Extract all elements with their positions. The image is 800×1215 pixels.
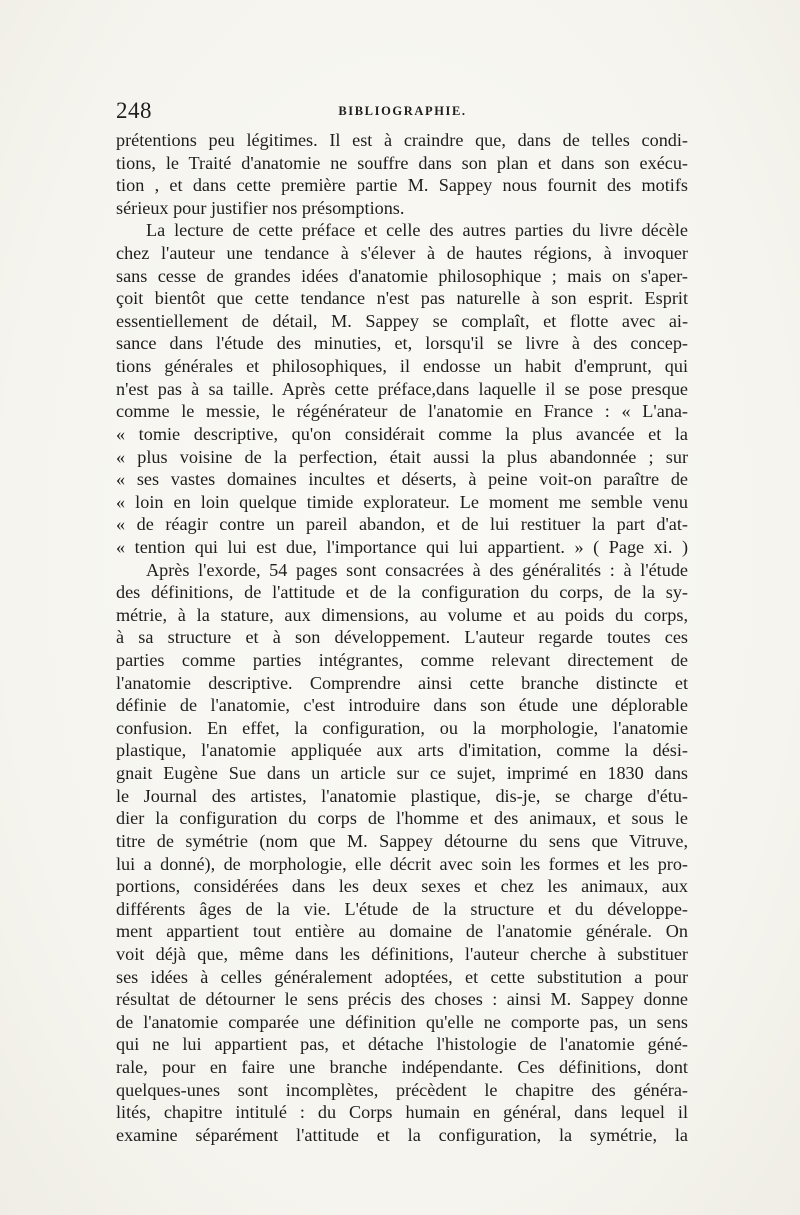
text-line: sance dans l'étude des minuties, et, lorsqu'il se livre à des concep- [116, 333, 688, 354]
text-line: lui a donné), de morphologie, elle décrit avec soin les formes et les pro- [116, 853, 688, 874]
text-line: l'anatomie descriptive. Comprendre ainsi cette branche distincte et [116, 672, 688, 693]
text-line: lités, chapitre intitulé : du Corps humain en général, dans lequel il [116, 1102, 688, 1123]
text-line: examine séparément l'attitude et la configuration, la symétrie, la [116, 1124, 688, 1145]
text-line: ment appartient tout entière au domaine de l'anatomie générale. On [116, 921, 688, 942]
text-line: confusion. En effet, la configuration, ou la morphologie, l'anatomie [116, 717, 688, 738]
text-line: ses idées à celles généralement adoptées, et cette substitution a pour [116, 966, 688, 987]
text-line: « de réagir contre un pareil abandon, et de lui restituer la part d'at- [116, 514, 688, 535]
page-number: 248 [116, 98, 152, 123]
text-line: dier la configuration du corps de l'homme et des animaux, et sous le [116, 808, 688, 829]
text-line: La lecture de cette préface et celle des autres parties du livre décèle [146, 220, 688, 241]
body-text [116, 129, 688, 1146]
text-line: titre de symétrie (nom que M. Sappey détourne du sens que Vitruve, [116, 830, 688, 851]
text-line: tions, le Traité d'anatomie ne souffre dans son plan et dans son exécu- [116, 152, 688, 173]
text-line: « ses vastes domaines incultes et déserts, à peine voit-on paraître de [116, 469, 688, 490]
text-line: « tomie descriptive, qu'on considérait comme la plus avancée et la [116, 423, 688, 444]
text-line: rale, pour en faire une branche indépendante. Ces définitions, dont [116, 1056, 688, 1077]
text-line: tions générales et philosophiques, il endosse un habit d'emprunt, qui [116, 356, 688, 377]
text-line: comme le messie, le régénérateur de l'anatomie en France : « L'ana- [116, 401, 688, 422]
text-line: définie de l'anatomie, c'est introduire dans son étude une déplorable [116, 695, 688, 716]
text-line: prétentions peu légitimes. Il est à craindre que, dans de telles condi- [116, 130, 688, 150]
text-line: parties comme parties intégrantes, comme relevant directement de [116, 650, 688, 671]
text-line: sérieux pour justifier nos présomptions. [116, 197, 405, 218]
text-line: çoit bientôt que cette tendance n'est pas naturelle à son esprit. Esprit [116, 288, 688, 309]
text-line: plastique, l'anatomie appliquée aux arts d'imitation, comme la dési- [116, 740, 688, 761]
text-line: métrie, à la stature, aux dimensions, au volume et au poids du corps, [116, 604, 688, 625]
text-line: sans cesse de grandes idées d'anatomie philosophique ; mais on s'aper- [116, 265, 688, 286]
text-line: « tention qui lui est due, l'importance qui lui appartient. » ( Page xi. ) [116, 536, 688, 557]
text-line: « plus voisine de la perfection, était aussi la plus abandonnée ; sur [116, 446, 688, 467]
text-line: gnait Eugène Sue dans un article sur ce sujet, imprimé en 1830 dans [116, 763, 688, 784]
text-line: n'est pas à sa taille. Après cette préface,dans laquelle il se pose presque [116, 378, 688, 399]
text-line: portions, considérées dans les deux sexes et chez les animaux, aux [116, 876, 688, 897]
text-line: à sa structure et à son développement. L'auteur regarde toutes ces [116, 627, 688, 648]
text-line: « loin en loin quelque timide explorateur. Le moment me semble venu [116, 491, 688, 512]
text-line: qui ne lui appartient pas, et détache l'histologie de l'anatomie géné- [116, 1034, 688, 1055]
text-line: voit déjà que, même dans les définitions, l'auteur cherche à substituer [116, 943, 688, 964]
text-line: des définitions, de l'attitude et de la configuration du corps, de la sy- [116, 582, 688, 603]
text-line: résultat de détourner le sens précis des choses : ainsi M. Sappey donne [116, 989, 688, 1010]
text-line: essentiellement de détail, M. Sappey se complaît, et flotte avec ai- [116, 310, 688, 331]
text-line: quelques-unes sont incomplètes, précèdent le chapitre des généra- [116, 1079, 688, 1100]
text-line: le Journal des artistes, l'anatomie plastique, dis-je, se charge d'étu- [116, 785, 688, 806]
text-line: de l'anatomie comparée une définition qu'elle ne comporte pas, un sens [116, 1011, 688, 1032]
page-header [116, 98, 689, 128]
text-line: tion , et dans cette première partie M. Sappey nous fournit des motifs [116, 175, 688, 196]
text-line: différents âges de la vie. L'étude de la structure et du développe- [116, 898, 688, 919]
text-line: chez l'auteur une tendance à s'élever à de hautes régions, à invoquer [116, 243, 688, 264]
running-head: BIBLIOGRAPHIE. [338, 104, 467, 118]
text-line: Après l'exorde, 54 pages sont consacrées à des généralités : à l'étude [146, 559, 688, 580]
